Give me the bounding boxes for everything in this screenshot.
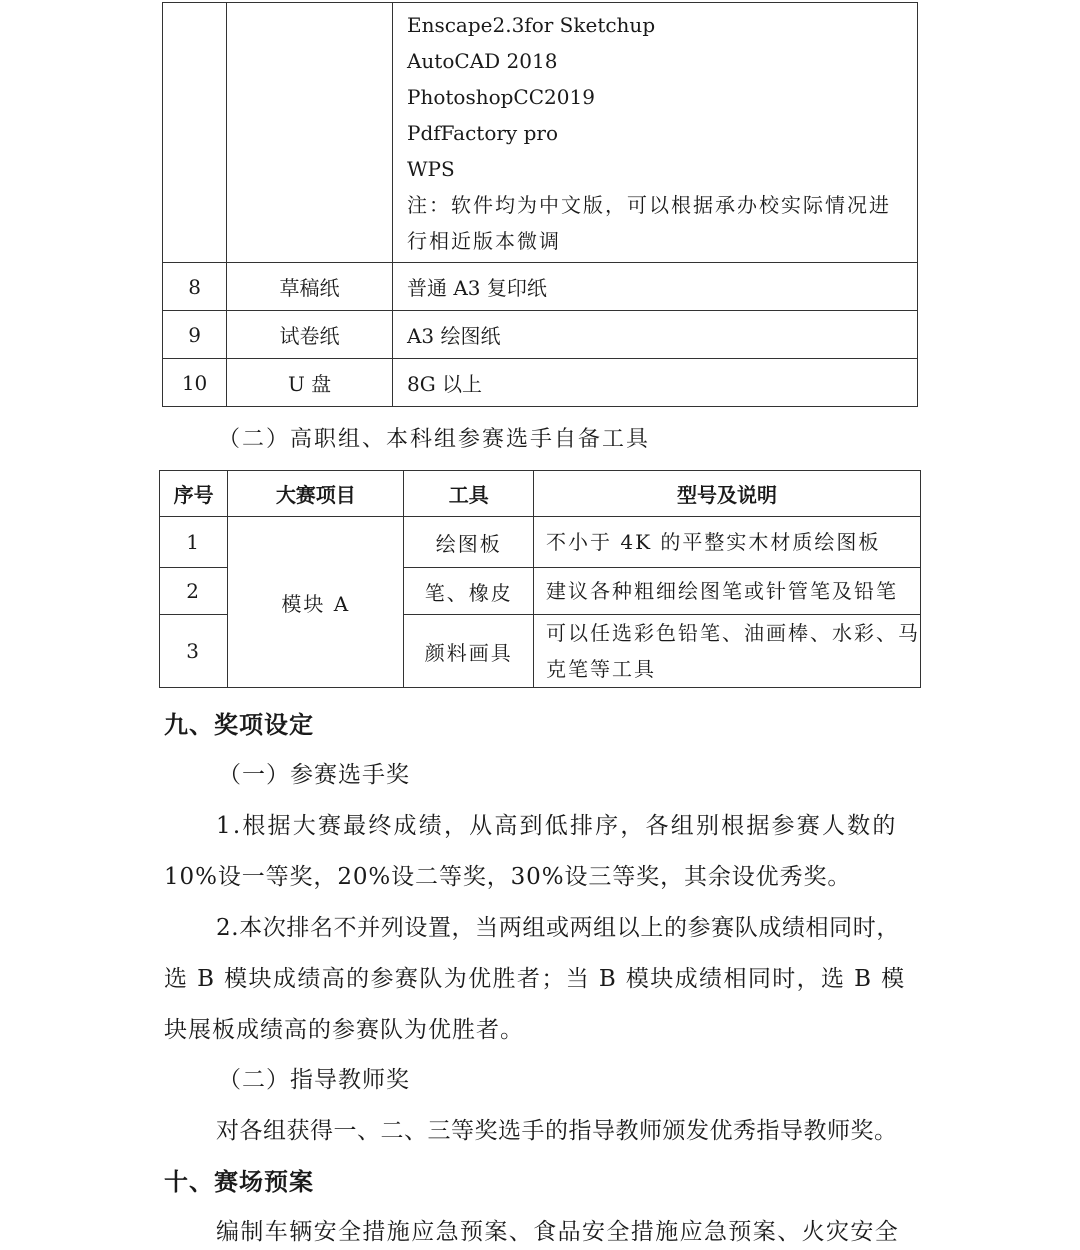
paragraph-line: 2.本次排名不并列设置，当两组或两组以上的参赛队成绩相同时，	[216, 915, 900, 941]
table-cell-spec: 8G 以上	[392, 359, 917, 407]
description-line: 可以任选彩色铅笔、油画棒、水彩、马	[545, 621, 920, 645]
equipment-table	[162, 2, 918, 407]
description-line: 建议各种粗细绘图笔或针管笔及铅笔	[545, 579, 898, 603]
table-row	[163, 3, 918, 263]
table-cell-description	[533, 568, 920, 615]
table-cell-number: 2	[160, 568, 228, 615]
description-line: 克笔等工具	[545, 657, 656, 681]
table-cell-name	[227, 3, 393, 263]
table-cell-software	[392, 3, 917, 263]
header-description: 型号及说明	[533, 471, 920, 517]
table-cell-description	[533, 615, 920, 688]
table-cell-tool: 笔、橡皮	[404, 568, 534, 615]
description-line: 不小于 4K 的平整实木材质绘图板	[545, 530, 881, 554]
table-cell-name: U 盘	[227, 359, 393, 407]
subheading-tools: （二）高职组、本科组参赛选手自备工具	[218, 427, 651, 452]
table-cell-number: 10	[163, 359, 227, 407]
paragraph-line: 块展板成绩高的参赛队为优胜者。	[164, 1017, 524, 1043]
paragraph-line: 1.根据大赛最终成绩，从高到低排序，各组别根据参赛人数的	[216, 813, 898, 839]
software-note-line: 注：软件均为中文版，可以根据承办校实际情况进	[406, 193, 891, 217]
table-row	[163, 263, 918, 311]
software-line: PdfFactory pro	[406, 121, 558, 145]
table-cell-number: 3	[160, 615, 228, 688]
table-cell-tool: 颜料画具	[404, 615, 534, 688]
paragraph-line: 编制车辆安全措施应急预案、食品安全措施应急预案、火灾安全	[216, 1219, 900, 1245]
table-row	[160, 517, 921, 568]
table-cell-number: 1	[160, 517, 228, 568]
table-row	[163, 359, 918, 407]
software-line: PhotoshopCC2019	[406, 85, 595, 109]
table-cell-number	[163, 3, 227, 263]
software-line: WPS	[406, 157, 455, 181]
software-line: AutoCAD 2018	[406, 49, 558, 73]
table-cell-number: 9	[163, 311, 227, 359]
table-cell-tool: 绘图板	[404, 517, 534, 568]
header-tool: 工具	[404, 471, 534, 517]
header-project: 大赛项目	[228, 471, 404, 517]
paragraph-line: 选 B 模块成绩高的参赛队为优胜者；当 B 模块成绩相同时，选 B 模	[164, 966, 906, 992]
paragraph-line: 对各组获得一、二、三等奖选手的指导教师颁发优秀指导教师奖。	[216, 1118, 898, 1144]
table-cell-number: 8	[163, 263, 227, 311]
tools-table	[159, 470, 921, 688]
table-row	[163, 311, 918, 359]
table-cell-spec: A3 绘图纸	[392, 311, 917, 359]
software-line: Enscape2.3for Sketchup	[406, 13, 656, 37]
table-header-row	[160, 471, 921, 517]
table-cell-name: 试卷纸	[227, 311, 393, 359]
subheading-contestant-award: （一）参赛选手奖	[218, 762, 410, 788]
table-cell-name: 草稿纸	[227, 263, 393, 311]
table-cell-spec: 普通 A3 复印纸	[392, 263, 917, 311]
subheading-teacher-award: （二）指导教师奖	[218, 1067, 410, 1093]
section-heading-contingency: 十、赛场预案	[164, 1168, 314, 1196]
paragraph-line: 10%设一等奖，20%设二等奖，30%设三等奖，其余设优秀奖。	[164, 864, 852, 890]
table-cell-description	[533, 517, 920, 568]
software-note-line: 行相近版本微调	[406, 229, 561, 253]
section-heading-awards: 九、奖项设定	[164, 711, 314, 739]
table-cell-project: 模块 A	[228, 517, 404, 688]
header-number: 序号	[160, 471, 228, 517]
